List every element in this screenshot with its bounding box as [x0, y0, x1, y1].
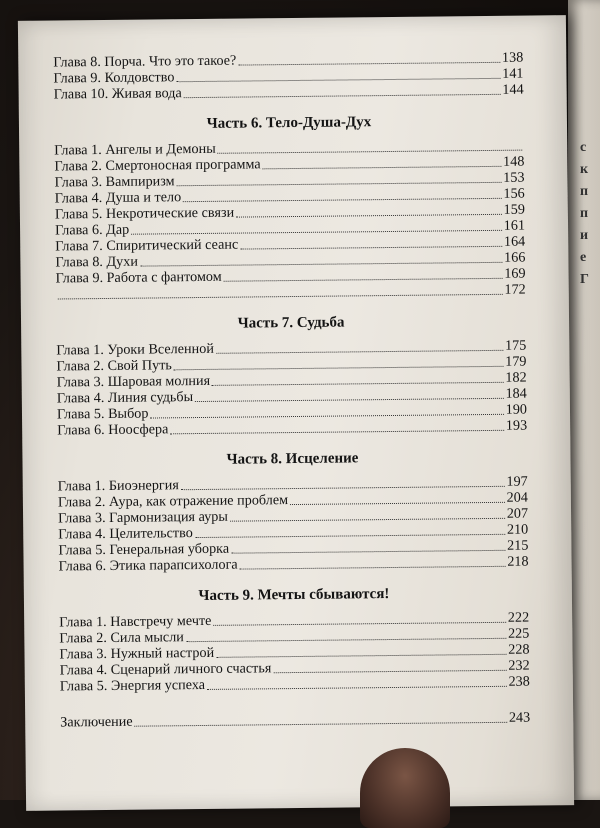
- entry-page: 166: [504, 249, 526, 266]
- entry-title: Глава 1. Ангелы и Демоны: [54, 140, 216, 159]
- entry-title: Глава 1. Навстречу мечте: [59, 612, 212, 631]
- toc-part: [57, 446, 528, 575]
- table-of-contents: [53, 50, 530, 731]
- entry-title: Глава 9. Колдовство: [53, 69, 175, 87]
- entry-title: Глава 8. Порча. Что это такое?: [53, 52, 237, 71]
- entry-page: 204: [506, 489, 528, 506]
- entry-title: Глава 6. Дар: [54, 221, 130, 239]
- entry-title: Заключение: [60, 713, 133, 731]
- entry-page: 238: [508, 673, 530, 690]
- entry-title: Глава 5. Выбор: [56, 405, 149, 423]
- part-heading: Часть 6. Тело-Душа-Дух: [206, 114, 372, 132]
- dot-leader: [274, 658, 507, 673]
- entry-title: Глава 3. Вампиризм: [54, 173, 175, 191]
- entry-page: 193: [505, 417, 528, 434]
- dot-leader: [134, 710, 507, 727]
- entry-page: 141: [502, 65, 524, 82]
- dot-leader: [173, 354, 503, 370]
- next-page-fragment: Г: [580, 272, 589, 287]
- entry-title: Глава 4. Сценарий личного счастья: [59, 660, 272, 679]
- dot-leader: [181, 474, 505, 490]
- entry-page: 179: [505, 353, 527, 370]
- entry-page: 222: [507, 609, 530, 626]
- dot-leader: [262, 154, 501, 170]
- entry-title: Глава 6. Этика парапсихолога: [58, 556, 238, 575]
- entry-page: 161: [503, 217, 526, 234]
- entry-page: 169: [504, 265, 526, 282]
- next-page-fragment: п: [580, 184, 589, 199]
- entry-page: 156: [503, 185, 525, 202]
- entry-page: 225: [507, 625, 530, 642]
- entry-title: Глава 4. Целительство: [58, 525, 193, 543]
- entry-title: Глава 9. Работа с фантомом: [55, 268, 222, 287]
- entry-title: Глава 6. Ноосфера: [57, 421, 169, 439]
- next-page-fragment: с: [580, 140, 587, 155]
- dot-leader: [231, 538, 505, 554]
- entry-page: 148: [503, 153, 525, 170]
- entry-title: Глава 2. Смертоносная программа: [54, 156, 261, 175]
- entry-page: 172: [504, 281, 526, 298]
- entry-title: Глава 5. Некротические связи: [54, 204, 235, 223]
- entry-title: Глава 1. Уроки Вселенной: [56, 340, 214, 359]
- entry-page: 182: [505, 369, 527, 386]
- toc-part: [59, 582, 530, 695]
- next-page-fragment: е: [580, 250, 587, 265]
- entry-page: 210: [506, 521, 529, 538]
- dot-leader: [195, 522, 505, 538]
- entry-title: Глава 5. Энергия успеха: [59, 676, 206, 695]
- dot-leader: [212, 370, 504, 386]
- top-entries: [53, 50, 523, 103]
- entry-title: Глава 8. Духи: [55, 253, 139, 271]
- dot-leader: [170, 418, 504, 434]
- entry-page: 232: [508, 657, 530, 674]
- dot-leader: [216, 642, 506, 658]
- entry-title: Глава 3. Гармонизация ауры: [58, 508, 228, 527]
- entry-title: Глава 2. Сила мысли: [59, 629, 184, 647]
- entry-page: 175: [504, 337, 527, 354]
- entry-page: 159: [503, 201, 525, 218]
- entry-title: Глава 2. Свой Путь: [56, 357, 172, 375]
- dot-leader: [150, 402, 504, 419]
- entry-page: 164: [503, 233, 526, 250]
- dot-leader: [207, 674, 507, 690]
- entry-page: 215: [507, 537, 529, 554]
- entry-page: 243: [508, 709, 531, 726]
- toc-part: [56, 310, 527, 439]
- dot-leader: [217, 138, 522, 154]
- entry-title: Глава 5. Генеральная уборка: [58, 540, 230, 559]
- entry-page: 138: [501, 49, 524, 66]
- entry-title: Глава 1. Биоэнергия: [57, 477, 179, 495]
- entry-title: Глава 4. Душа и тело: [54, 189, 182, 207]
- dot-leader: [140, 250, 502, 267]
- next-page-fragment: и: [580, 228, 589, 243]
- next-page-fragment: к: [580, 162, 589, 177]
- dot-leader: [216, 338, 503, 354]
- dot-leader: [230, 506, 505, 522]
- entry-title: Глава 3. Нужный настрой: [59, 644, 215, 663]
- entry-page: 153: [503, 169, 525, 186]
- dot-leader: [236, 202, 502, 218]
- dot-leader: [290, 490, 505, 505]
- dot-leader: [240, 554, 506, 570]
- dot-leader: [213, 610, 506, 626]
- dot-leader: [238, 50, 500, 66]
- dot-leader: [131, 218, 502, 235]
- entry-page: 190: [505, 401, 528, 418]
- dot-leader: [184, 82, 501, 98]
- entry-page: 228: [508, 641, 530, 658]
- dot-leader: [176, 170, 501, 186]
- entry-title: Глава 7. Спиритический сеанс: [55, 236, 239, 255]
- next-page-fragment: п: [580, 206, 589, 221]
- entry-title: Глава 3. Шаровая молния: [56, 372, 211, 391]
- dot-leader: [176, 66, 500, 82]
- entry-title: Глава 2. Аура, как отражение проблем: [57, 492, 289, 511]
- dot-leader: [223, 266, 502, 282]
- entry-page: 197: [506, 473, 528, 490]
- dot-leader: [183, 186, 502, 202]
- toc-part: [54, 110, 526, 303]
- part-heading: Часть 8. Исцеление: [226, 450, 359, 468]
- part-heading: Часть 9. Мечты сбываются!: [198, 586, 390, 605]
- entry-page: 218: [507, 553, 529, 570]
- entry-title: Глава 4. Линия судьбы: [56, 389, 194, 407]
- entry-page: 207: [506, 505, 529, 522]
- entry-title: Глава 10. Живая вода: [53, 85, 182, 103]
- dot-leader: [240, 234, 502, 250]
- dot-leader: [186, 626, 506, 642]
- dot-leader: [195, 386, 504, 402]
- entry-page: 144: [502, 81, 524, 98]
- finger-shadow: [360, 748, 450, 828]
- entry-page: 184: [505, 385, 527, 402]
- book-page: [18, 15, 574, 811]
- part-heading: Часть 7. Судьба: [237, 314, 345, 332]
